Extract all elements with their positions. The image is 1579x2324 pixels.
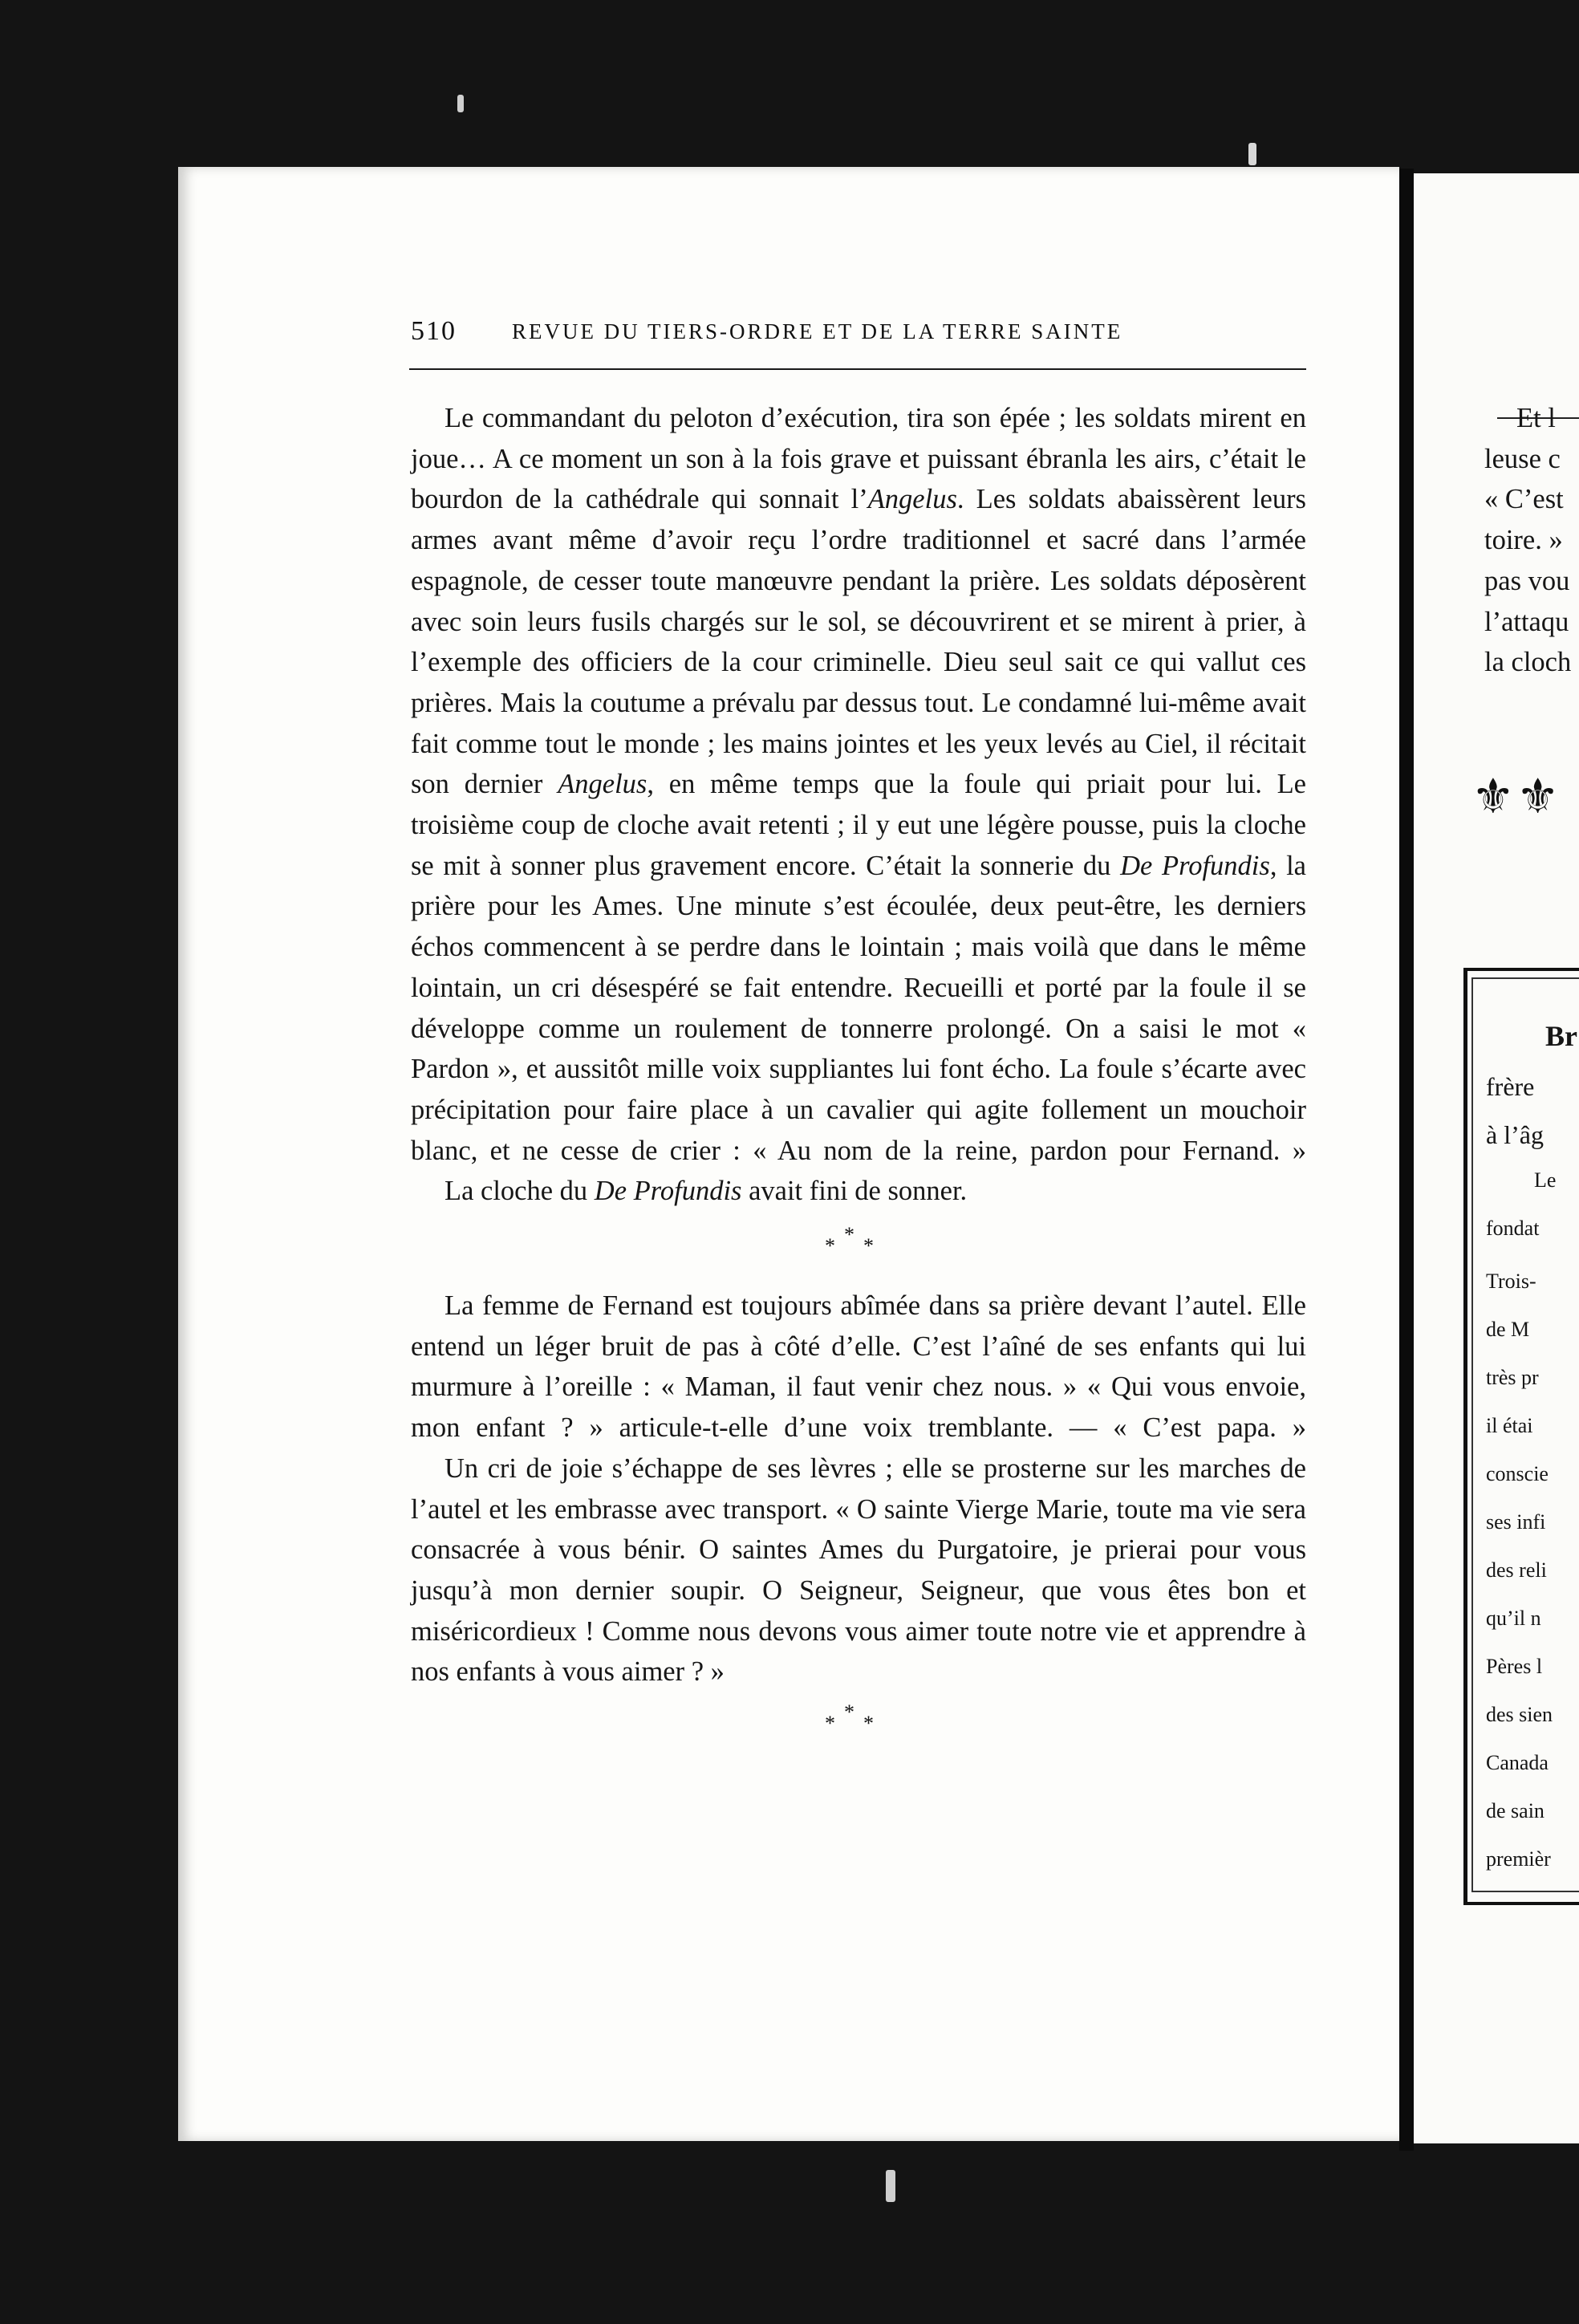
right-page-line: « C’est: [1484, 484, 1564, 515]
right-box-line: conscie: [1486, 1462, 1549, 1485]
right-page-line: la cloch: [1484, 647, 1572, 678]
running-head: REVUE DU TIERS-ORDRE ET DE LA TERRE SAINTE: [512, 319, 1123, 343]
right-box-line: des reli: [1486, 1558, 1547, 1582]
right-box-line: ses infi: [1486, 1510, 1546, 1534]
fleur-de-lis-ornament: ⚜⚜: [1471, 770, 1561, 823]
right-page-line: leuse c: [1484, 443, 1561, 474]
right-page-line: pas vou: [1484, 565, 1570, 596]
right-box-line: Le: [1534, 1168, 1557, 1192]
right-box-line: de sain: [1486, 1799, 1544, 1822]
header-rule: [409, 368, 1306, 370]
right-box-line: de M: [1486, 1318, 1530, 1341]
dust-speck: [457, 95, 464, 112]
right-box-line: des sien: [1486, 1703, 1553, 1726]
dust-speck: [886, 2170, 895, 2202]
right-box-line: Canada: [1486, 1751, 1549, 1774]
dust-speck: [1248, 143, 1256, 165]
body-text: [411, 398, 1306, 1749]
asterism-divider-end: * * *: [825, 1700, 874, 1736]
right-box-line: fondat: [1486, 1217, 1540, 1240]
right-box-line: il étai: [1486, 1414, 1533, 1437]
right-page-line: l’attaqu: [1484, 606, 1569, 637]
paragraph-1: Le commandant du peloton d’exécution, tira son épée ; les soldats mirent en joue… A ce moment un son à la fois grave et puissant ébranla les airs, c’était le bourdon de la cathédrale qui sonnait l’Angelus. Les soldats abaissèrent leurs armes avant même d’avoir reçu l’ordre traditionnel et sacré dans l’armée espagnole, de cesser toute manœuvre pendant la prière. Les soldats déposèrent avec soin leurs fusils chargés sur le sol, se découvrirent et se mirent à prier, à l’exemple des officiers de la cour criminelle. Dieu seul sait ce qui vallut ces prières. Mais la coutume a prévalu par dessus tout. Le condamné lui-même avait fait comme tout le monde ; les mains jointes et les yeux levés au Ciel, il récitait son dernier Angelus, en même temps que la foule qui priait pour lui. Le troisième coup de cloche avait retenti ; il y eut une légère pousse, puis la cloche se mit à sonner plus gravement encore. C’était la sonnerie du De Profundis, la prière pour les Ames. Une minute s’est écoulée, deux peut-être, les derniers échos commencent à se perdre dans le lointain ; mais voilà que dans le même lointain, un cri désespéré se fait entendre. Recueilli et porté par la foule il se développe comme un roulement de tonnerre prolongé. On a saisi le mot « Pardon », et aussitôt mille voix suppliantes lui font écho. La foule s’écarte avec précipitation pour faire place à un cavalier qui agite follement un mouchoir blanc, et ne cesse de crier : « Au nom de la reine, pardon pour Fernand. »: [411, 403, 1306, 1166]
paragraph-2: La cloche du De Profundis avait fini de sonner.: [444, 1176, 968, 1207]
right-box-line: qu’il n: [1486, 1607, 1541, 1630]
paragraph-3: La femme de Fernand est toujours abîmée dans sa prière devant l’autel. Elle entend un léger bruit de pas à côté d’elle. C’est l’aîné de ses enfants qui lui murmure à l’oreille : « Maman, il faut venir chez nous. » « Qui vous envoie, mon enfant ? » articule-t-elle d’une voix tremblante. — « C’est papa. »: [411, 1290, 1306, 1444]
right-box-line: très pr: [1486, 1366, 1539, 1389]
right-box-line: premièr: [1486, 1847, 1551, 1871]
page-number: 510: [411, 316, 457, 346]
page-gutter: [1399, 169, 1414, 2151]
right-box-line: Pères l: [1486, 1655, 1543, 1678]
right-box-line: frère: [1486, 1072, 1535, 1101]
paragraph-4: Un cri de joie s’échappe de ses lèvres ; elle se prosterne sur les marches de l’autel et les embrasse avec transport. « O sainte Vierge Marie, toute ma vie sera consacrée à vous bénir. O saintes Ames du Purgatoire, je prierai pour vous jusqu’à mon dernier soupir. O Seigneur, Seigneur, que vous êtes bon et miséricordieux ! Comme nous devons vous aimer toute notre vie et apprendre à nos enfants à vous aimer ? »: [411, 1452, 1306, 1688]
right-page-line: toire. »: [1484, 525, 1563, 556]
right-box-line: à l’âg: [1486, 1120, 1544, 1149]
right-page-line: Et l: [1516, 403, 1556, 433]
asterism-divider: * * *: [825, 1223, 874, 1258]
right-box-line: Br: [1545, 1020, 1577, 1052]
right-box-line: Trois-: [1486, 1270, 1536, 1293]
